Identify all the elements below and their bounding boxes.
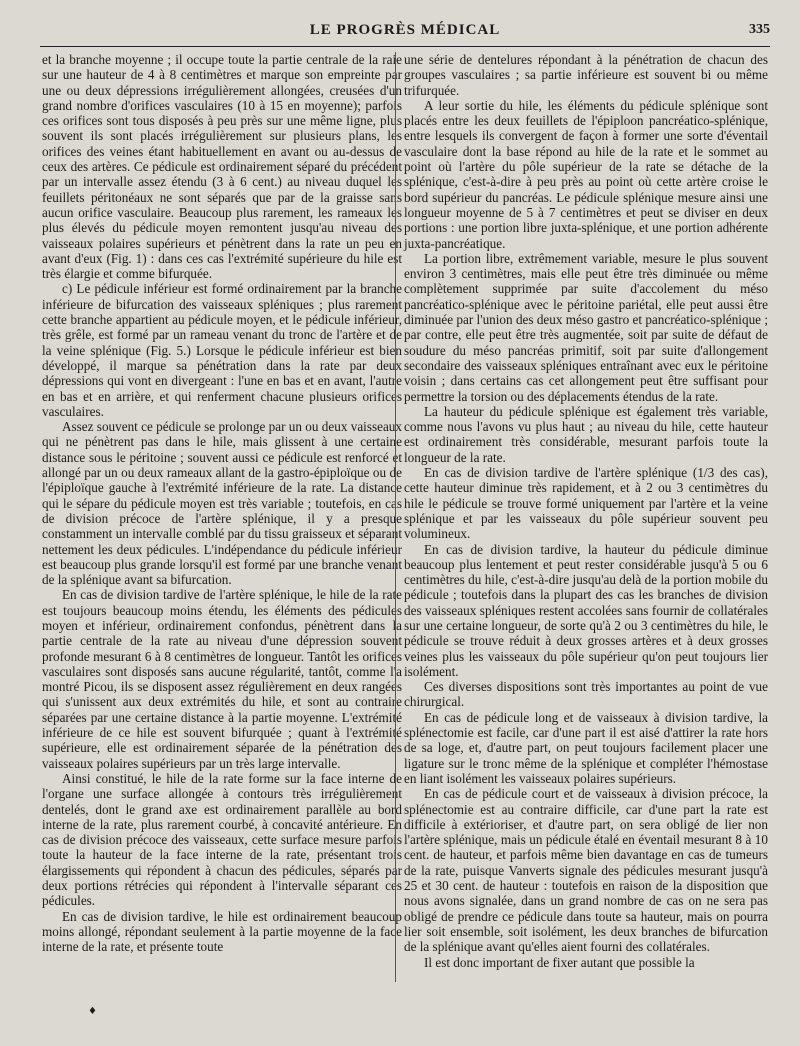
paragraph: La hauteur du pédicule splénique est également très variable, comme nous l'avons vu plus haut ; au niveau du hile, cette hauteur est ordinairement très considérable, mesurant parfois toute la longueur de la rate.: [404, 403, 768, 465]
journal-title: LE PROGRÈS MÉDICAL: [309, 22, 501, 38]
column-divider: [395, 52, 396, 982]
paragraph: c) Le pédicule inférieur est formé ordinairement par la branche inférieure de bifurcation des vaisseaux spléniques ; plus rarement cette branche appartient au pédicule moyen, et le pédicule inférieur, très grêle, est formé par un rameau venant du tronc de l'artère et de la veine splénique (Fig. 5.) Lorsque le pédicule inférieur est bien développé, il marque sa pénétration dans la rate par deux dépressions qui vont en divergeant : l'une en bas et en avant, l'autre en bas et en arrière, et qui renferment chacune plusieurs orifices vasculaires.: [42, 281, 402, 419]
paragraph: En cas de division tardive de l'artère splénique (1/3 des cas), cette hauteur diminue très rapidement, et à 2 ou 3 centimètres du hile le pédicule se trouve formé uniquement par l'artère et la veine splénique et par les vaisseaux du pôle supérieur souvent peu volumineux.: [404, 465, 768, 542]
paragraph: une série de dentelures répondant à la pénétration de chacun des groupes vasculaires ; sa partie inférieure est souvent bi ou même trifurquée.: [404, 52, 768, 98]
paragraph: Ces diverses dispositions sont très importantes au point de vue chirurgical.: [404, 679, 768, 710]
paragraph: et la branche moyenne ; il occupe toute la partie centrale de la raie sur une hauteur de 4 à 8 centimètres et marque son empreinte par une ou deux dépressions irrégulièrement allongées, creusées d'un grand nombre d'orifices vasculaires (10 à 15 en moyenne); parfois ces orifices sont tous disposés à peu près sur une même ligne, plus souvent ils sont placés irrégulièrement sur plusieurs plans, les orifices des veines étant habituellement en avant ou au-dessus de ceux des artères. Ce pédicule est ordinairement séparé du précédent par un intervalle assez étendu (3 à 6 cent.) au niveau duquel les feuillets péritonéaux ne sont séparés que par de la graisse sans aucun orifice vasculaire. Beaucoup plus rarement, les rameaux les plus élevés du pédicule moyen remontent jusqu'au niveau des vaisseaux polaires supérieurs et pénètrent dans la rate un peu en avant d'eux (Fig. 1) : dans ces cas l'extrémité supérieure du hile est très élargie et comme bifurquée.: [42, 52, 402, 282]
running-header: [40, 22, 770, 44]
left-column: [42, 52, 402, 955]
header-rule: [40, 46, 770, 47]
paragraph: En cas de division tardive, le hile est ordinairement beaucoup moins allongé, répondant seulement à la partie moyenne de la face interne de la rate, et présente toute: [42, 908, 402, 955]
paragraph: Assez souvent ce pédicule se prolonge par un ou deux vaisseaux qui ne pénètrent pas dans le hile, mais glissent à une certaine distance sous le péritoine ; souvent aussi ce pédicule est renforcé et allongé par un ou deux rameaux allant de la gastro-épiploïque ou de l'épiploïque gauche à l'extrémité inférieure de la rate. La distance qui le sépare du pédicule moyen est très variable ; toutefois, en cas de division précoce de l'artère splénique, il y a presque constamment un intervalle comblé par du tissu graisseux et séparant nettement les deux pédicules. L'indépendance du pédicule inférieur est beaucoup plus grande lorsqu'il est formé par une branche venant de la splénique avant sa bifurcation.: [42, 419, 402, 588]
paragraph: La portion libre, extrêmement variable, mesure le plus souvent environ 3 centimètres, mais elle peut être très diminuée ou même complètement supprimée par suite d'accolement du méso pancréatico-splénique avec le péritoine pariétal, elle peut aussi être diminuée par l'union des deux méso gastro et pancréatico-splénique ; par contre, elle peut être très augmentée, soit par suite de défaut de soudure du méso pancréas primitif, soit par suite d'allongement secondaire des vaisseaux spléniques entraînant avec eux le péritoine voisin ; dans certains cas cet allongement peut être suffisant pour permettre la torsion ou des déplacements étendus de la rate.: [404, 250, 768, 404]
page-number: 335: [749, 22, 770, 37]
paragraph: En cas de division tardive, la hauteur du pédicule diminue beaucoup plus lentement et peut rester considérable jusqu'à 5 ou 6 centimètres du hile, c'est-à-dire jusqu'au delà de la portion mobile du pédicule ; toutefois dans la plupart des cas les branches de division des vaisseaux spléniques restent accolées sans fournir de collatérales sur une certaine longueur, de sorte qu'à 2 ou 3 centimètres du hile, le pédicule se trouve réduit à deux grosses artères et à deux grosses veines plus les vaisseaux du pôle supérieur qu'on peut toujours lier isolément.: [404, 541, 768, 679]
right-column: [404, 52, 768, 970]
paragraph: Ainsi constitué, le hile de la rate forme sur la face interne de l'organe une surface allongée à contours très irrégulièrement dentelés, dont le grand axe est ordinairement parallèle au bord interne de la rate, plus rarement courbé, à concavité antérieure. En cas de division précoce des vaisseaux, cette surface mesure parfois toute la hauteur de la face interne de la rate, présentant trois élargissements qui répondent à chacun des pédicules, séparés par deux portions rétrécies qui répondent à l'intervalle séparant ces pédicules.: [42, 770, 402, 909]
paragraph: En cas de pédicule court et de vaisseaux à division précoce, la splénectomie est au contraire difficile, car d'une part la rate est difficile à extérioriser, et d'autre part, on sera obligé de lier non l'artère splénique, mais un pédicule étalé en éventail mesurant 8 à 10 cent. de hauteur, et parfois même bien davantage en cas de tumeurs de la rate, puisque Vanverts signale des pédicules mesurant jusqu'à 25 et 30 cent. de hauteur : toutefois en raison de la disposition que nous avons signalée, dans un grand nombre de cas on ne sera pas obligé de prendre ce pédicule dans toute sa hauteur, mais on pourra lier soit ensemble, soit isolément, les deux branches de bifurcation de la splénique avant qu'elles aient fourni des collatérales.: [404, 786, 768, 955]
paragraph: En cas de division tardive de l'artère splénique, le hile de la rate est toujours beaucoup moins étendu, les éléments des pédicules moyen et inférieur, ordinairement confondus, pénètrent dans la partie centrale de la rate au niveau d'une dépression souvent profonde mesurant 6 à 8 centimètres de longueur. Tantôt les orifices vasculaires sont disposés sans aucune régularité, tantôt, comme l'a montré Picou, ils se disposent assez régulièrement en deux rangées qui s'unissent aux deux extrémités du hile, et sont au contraire séparées par une certaine distance à la partie moyenne. L'extrémité inférieure de ce hile est souvent bifurquée ; quant à l'extrémité supérieure, elle est ordinairement séparée de la pénétration des vaisseaux polaires supérieurs par un très large intervalle.: [42, 587, 402, 771]
paragraph: A leur sortie du hile, les éléments du pédicule splénique sont placés entre les deux feuillets de l'épiploon pancréatico-splénique, entre lesquels ils convergent de façon à former une sorte d'éventail vasculaire dont la base répond au hile de la rate et le sommet au point où l'artère du pôle supérieur de la rate se détache de la splénique, c'est-à-dire à peu près au point où cette artère croise le bord supérieur du pancréas. Le pédicule splénique mesure ainsi une longueur moyenne de 5 à 7 centimètres et peut se diviser en deux portions : une portion libre juxta-splénique, et une portion adhérente juxta-pancréatique.: [404, 97, 768, 251]
paragraph: Il est donc important de fixer autant que possible la: [424, 954, 695, 970]
footer-mark: ♦: [88, 1006, 97, 1017]
paragraph: En cas de pédicule long et de vaisseaux à division tardive, la splénectomie est facile, car d'une part il est aisé d'attirer la rate hors de sa loge, et, d'autre part, on peut toujours facilement placer une ligature sur le tronc même de la splénique et compléter l'hémostase en liant isolément les vaisseaux polaires supérieurs.: [404, 709, 768, 786]
